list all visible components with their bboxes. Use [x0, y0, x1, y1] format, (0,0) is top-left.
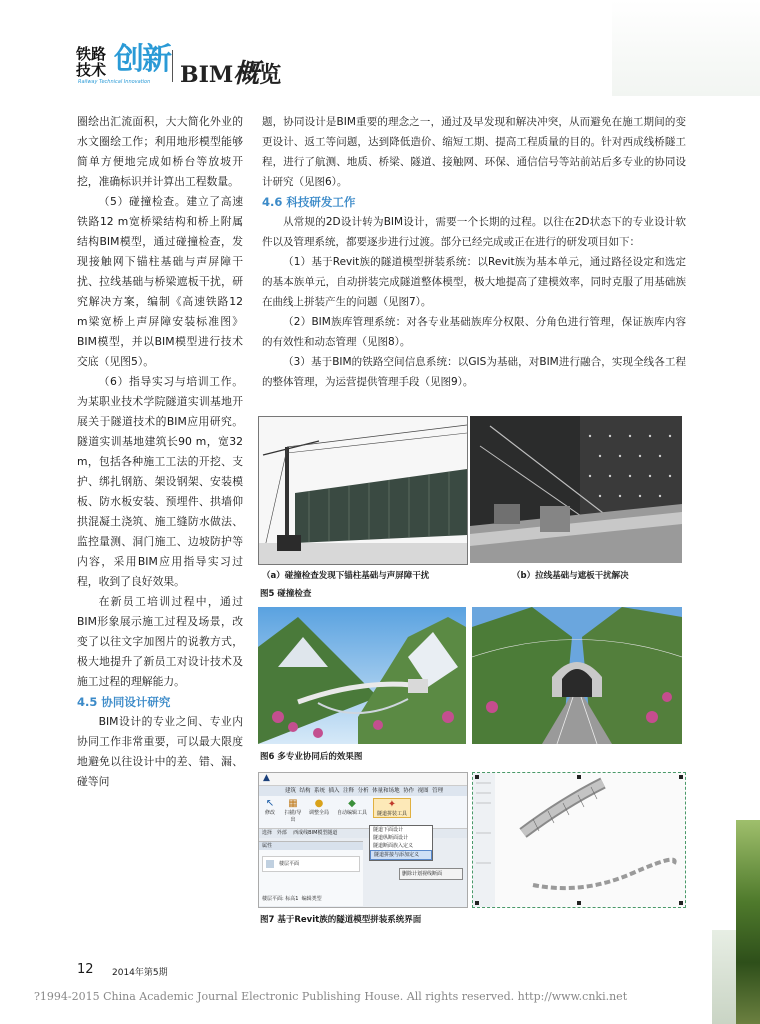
- tool-label: 调整全局: [308, 810, 329, 816]
- ribbon-tab[interactable]: 协作: [403, 788, 415, 794]
- right-paragraph-2: 从常规的2D设计转为BIM设计，需要一个长期的过程。以往在2D状态下的专业设计软件以及管理系统，都要逐步进行过渡。部分已经完成或正在进行的研发项目如下：: [262, 216, 686, 248]
- copyright-line: ?1994-2015 China Academic Journal Electronic Publishing House. All rights reserved. http://www.cnki.net: [34, 990, 628, 1003]
- figure-6b-drawing: [472, 607, 682, 744]
- page-number: 12: [77, 962, 94, 977]
- revit-status-row: [259, 829, 467, 838]
- figure-5a-image: [258, 416, 468, 565]
- left-paragraph-4: 在新员工培训过程中，通过BIM形象展示施工过程及场景，改变了以往文字加图片的说教方式，极大地提升了新员工对设计技术及施工过程的理解能力。: [77, 595, 243, 688]
- left-paragraph-2: （5）碰撞检查。建立了高速铁路12 m宽桥梁结构和桥上附属结构BIM模型，通过碰撞检查，发现接触网下锚柱基础与声屏障干扰、拉线基础与桥梁遮板干扰，研究解决方案，编制《高速铁路12 m梁宽桥上声屏障安装标准图》BIM模型，并以BIM模型进行技术交底（见图5）。: [77, 195, 243, 368]
- status-external[interactable]: 外部: [276, 830, 287, 836]
- globe-icon: ●: [314, 798, 324, 809]
- menu-item[interactable]: 隧道纵断面设计: [373, 835, 409, 841]
- section-title: [180, 53, 281, 90]
- logo-line-1: 铁路: [76, 45, 107, 63]
- figure-7-caption: 图7 基于Revit族的隧道模型拼装系统界面: [260, 915, 422, 925]
- logo-big-text: 创新: [114, 42, 170, 77]
- figure-6b-image: [472, 607, 682, 744]
- header-divider: [172, 50, 173, 82]
- left-column: [77, 112, 243, 792]
- figure-5-caption: 图5 碰撞检查: [260, 589, 312, 599]
- left-paragraph-1: 圈绘出汇流面积，大大简化外业的水文圈绘工作；利用地形模型能够简单方便地完成如桥台等放坡开挖，准确标识并计算出工程数量。: [77, 115, 243, 188]
- issue-label: 2014年第5期: [112, 968, 168, 978]
- tool-label: 修改: [264, 810, 275, 816]
- right-paragraph-3: （1）基于Revit族的隧道模型拼装系统：以Revit族为基本单元，通过路径设定和选定的基本族单元，自动拼装完成隧道整体模型，极大地提高了建模效率，同时克服了用基础族在曲线上拼装产生的问题（见图7）。: [262, 256, 686, 308]
- ribbon-tab[interactable]: 视图: [417, 788, 429, 794]
- ribbon-tab[interactable]: 系统: [314, 788, 326, 794]
- figure-5a-drawing: [259, 417, 467, 564]
- ribbon-tab[interactable]: 插入: [328, 788, 340, 794]
- ribbon-tab[interactable]: 分析: [357, 788, 369, 794]
- tunnel-dropdown-menu: [369, 825, 433, 861]
- right-paragraph-1: 题，协同设计是BIM重要的理念之一，通过及早发现和解决冲突，从而避免在施工期间的变更设计、返工等问题，达到降低造价、缩短工期、提高工程质量的目的。针对西成线桥隧工程，进行了航测、地质、桥梁、隧道、接触网、环保、通信信号等站前站后多专业的协同设计研究（见图6）。: [262, 116, 686, 188]
- ribbon-tab[interactable]: 结构: [299, 788, 311, 794]
- side-photo-decoration: [736, 820, 760, 1024]
- right-column: [262, 112, 686, 392]
- properties-panel: [259, 841, 363, 906]
- figure-7b-drawing: [473, 773, 685, 907]
- tool-label: 自动编辑工具: [336, 810, 367, 816]
- figure-5b-caption: （b）拉线基础与遮板干扰解决: [512, 571, 629, 581]
- menu-item[interactable]: 隧道断面族入定义: [373, 843, 414, 849]
- status-select[interactable]: 选择: [262, 830, 273, 836]
- revit-app-icon: ▲: [263, 773, 270, 783]
- revit-titlebar: [259, 773, 467, 786]
- tool-modify[interactable]: [263, 798, 277, 816]
- figure-5a-caption: （a）碰撞检查发现下锚柱基础与声屏障干扰: [262, 571, 430, 581]
- figure-6a-image: [258, 607, 466, 744]
- edit-type-button[interactable]: 编辑类型: [301, 896, 322, 902]
- figure-5b-drawing: [470, 416, 682, 563]
- side-photo-background: [712, 930, 736, 1024]
- section-title-bim: BIM: [180, 62, 234, 88]
- properties-title: 属性: [259, 842, 363, 850]
- section-title-gai: 概: [233, 59, 260, 89]
- section-title-lan: 览: [259, 62, 282, 88]
- logo-subtitle: Railway Technical Innovation: [78, 79, 151, 85]
- figure-7a-revit-ui: [258, 772, 468, 908]
- figure-7b-tunnel-model: [472, 772, 686, 908]
- logo-line-2: 技术: [76, 61, 107, 79]
- tool-label: 隧道拼装工具: [376, 811, 407, 817]
- floor-plan-icon: [266, 860, 274, 868]
- tool-global-adjust[interactable]: [307, 798, 331, 816]
- tool-label: 扫描/导出: [284, 810, 302, 823]
- section-heading-4-6: 4.6 科技研发工作: [262, 195, 356, 209]
- tool-scan-export[interactable]: [283, 798, 303, 823]
- menu-item-selected[interactable]: 隧道拼接与添加定义: [370, 850, 432, 860]
- left-paragraph-3: （6）指导实习与培训工作。为某职业技术学院隧道实训基地开展关于隧道技术的BIM应用研究。隧道实训基地建筑长90 m，宽32 m，包括各种施工工法的开挖、支护、绑扎钢筋、架设钢架、安装模板、防水板安装、预埋件、拱墙仰拱混凝土浇筑、施工缝防水做法、监控量测、洞门施工、边坡防护等内容，采用BIM应用指导实习过程，收到了良好效果。: [77, 375, 243, 588]
- right-paragraph-4: （2）BIM族库管理系统：对各专业基础族库分权限、分角色进行管理，保证族库内容的有效性和动态管理（见图8）。: [262, 316, 686, 348]
- ribbon-tab[interactable]: 注释: [343, 788, 355, 794]
- section-heading-4-5: 4.5 协同设计研究: [77, 695, 171, 709]
- figure-5b-image: [470, 416, 682, 563]
- revit-ribbon-panel: [259, 796, 467, 829]
- property-level[interactable]: 楼层平面: 标高1: [262, 896, 299, 902]
- tool-tunnel-assembly[interactable]: [373, 798, 411, 818]
- ribbon-tab[interactable]: 建筑: [285, 788, 297, 794]
- ribbon-tab[interactable]: 管理: [432, 788, 444, 794]
- tunnel-tool-icon: ✦: [387, 799, 397, 810]
- figure-6a-drawing: [258, 607, 466, 744]
- right-paragraph-5: （3）基于BIM的铁路空间信息系统：以GIS为基础，对BIM进行融合，实现全线各工程的整体管理，为运营提供管理手段（见图9）。: [262, 356, 686, 388]
- tool-auto-edit[interactable]: [335, 798, 369, 816]
- export-icon: ▦: [288, 798, 298, 809]
- auto-edit-icon: ◆: [348, 798, 356, 809]
- ribbon-tab[interactable]: 体量和场地: [372, 788, 400, 794]
- menu-item[interactable]: 隧道下面设计: [373, 827, 404, 833]
- left-paragraph-5: BIM设计的专业之间、专业内协同工作非常重要，可以最大限度地避免以往设计中的差、错、漏、碰等问: [77, 715, 243, 788]
- property-type-label: 楼层平面: [279, 861, 300, 867]
- status-project: 西成线BIM模型隧道: [293, 830, 338, 836]
- figure-6-caption: 图6 多专业协同后的效果图: [260, 752, 363, 762]
- cursor-icon: ↖: [265, 798, 275, 809]
- revit-ribbon-tabs: [259, 786, 467, 796]
- properties-type-selector[interactable]: [262, 856, 360, 872]
- properties-footer: [262, 895, 322, 902]
- menu-extra-item[interactable]: 删除计划视线断面: [399, 868, 463, 880]
- header-background-strip: [612, 0, 760, 96]
